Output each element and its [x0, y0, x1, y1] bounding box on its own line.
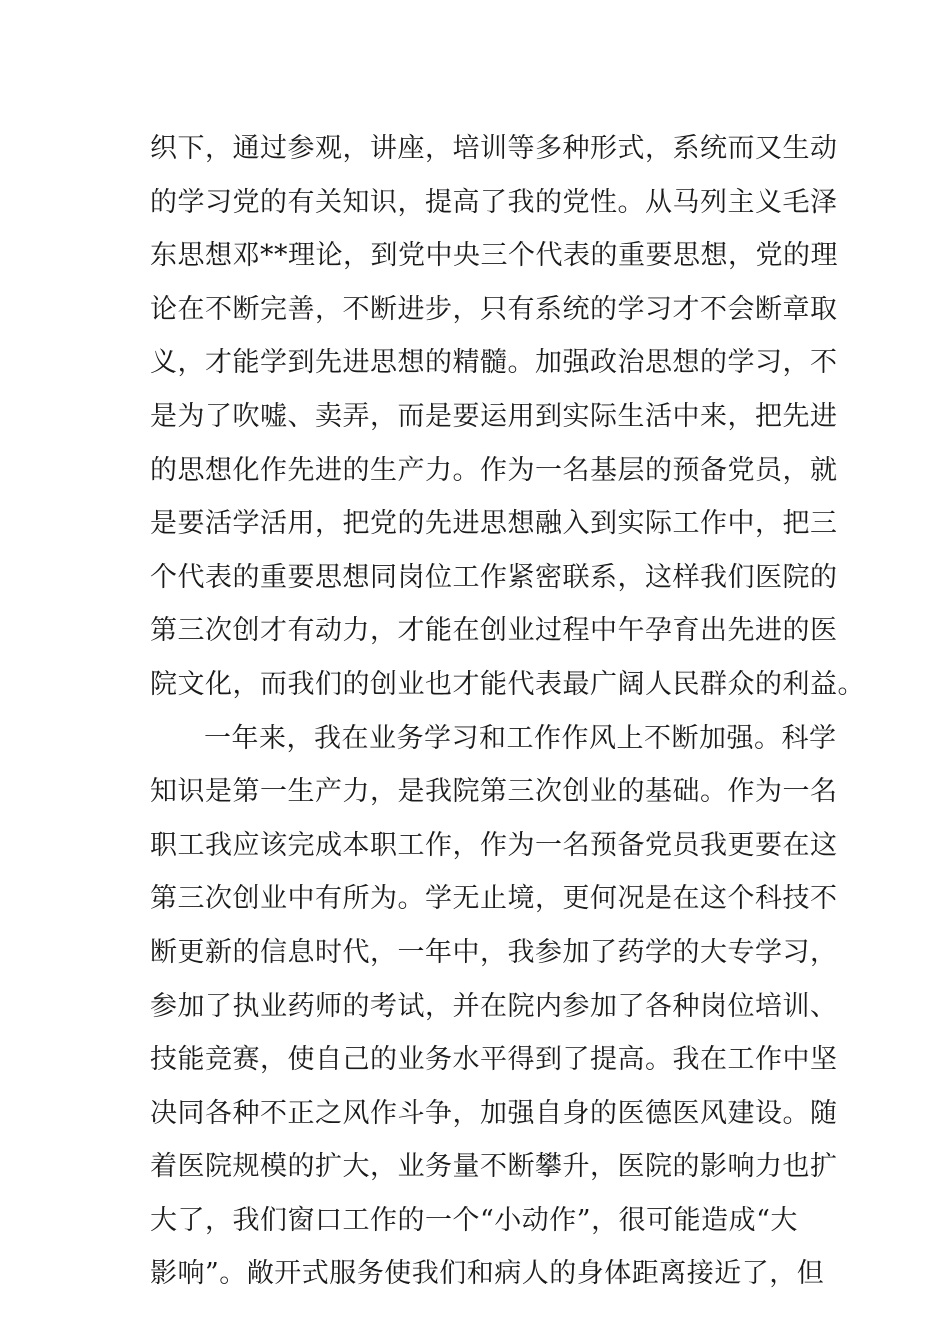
text-line: 影响”。敞开式服务使我们和病人的身体距离接近了，但	[150, 1258, 825, 1290]
text-line: 断更新的信息时代，一年中，我参加了药学的大专学习，	[150, 936, 838, 968]
text-line: 着医院规模的扩大，业务量不断攀升，医院的影响力也扩	[150, 1151, 838, 1183]
text-line: 个代表的重要思想同岗位工作紧密联系，这样我们医院的	[150, 561, 838, 593]
text-line: 织下，通过参观，讲座，培训等多种形式，系统而又生动	[150, 133, 838, 164]
paragraph-start-line: 一年来，我在业务学习和工作作风上不断加强。科学	[204, 722, 837, 754]
text-line: 第三次创才有动力，才能在创业过程中午孕育出先进的医	[150, 615, 838, 647]
text-line: 参加了执业药师的考试，并在院内参加了各种岗位培训、	[150, 990, 838, 1022]
text-line: 决同各种不正之风作斗争，加强自身的医德医风建设。随	[150, 1097, 838, 1129]
text-line: 职工我应该完成本职工作，作为一名预备党员我更要在这	[150, 829, 838, 861]
text-line: 院文化，而我们的创业也才能代表最广阔人民群众的利益。	[150, 668, 865, 700]
text-line: 技能竞赛，使自己的业务水平得到了提高。我在工作中坚	[150, 1044, 838, 1076]
text-line: 论在不断完善，不断进步，只有系统的学习才不会断章取	[150, 293, 838, 325]
text-line: 的思想化作先进的生产力。作为一名基层的预备党员，就	[150, 454, 838, 486]
text-line: 的学习党的有关知识，提高了我的党性。从马列主义毛泽	[150, 186, 838, 218]
body-text	[150, 122, 865, 1301]
text-line: 知识是第一生产力，是我院第三次创业的基础。作为一名	[150, 776, 838, 808]
text-line: 大了，我们窗口工作的一个“小动作”，很可能造成“大	[150, 1204, 798, 1236]
text-line: 东思想邓**理论，到党中央三个代表的重要思想，党的理	[150, 240, 838, 272]
text-line: 义，才能学到先进思想的精髓。加强政治思想的学习，不	[150, 347, 838, 379]
text-line: 是为了吹嘘、卖弄，而是要运用到实际生活中来，把先进	[150, 400, 838, 432]
text-line: 是要活学活用，把党的先进思想融入到实际工作中，把三	[150, 508, 838, 540]
text-line: 第三次创业中有所为。学无止境，更何况是在这个科技不	[150, 883, 838, 915]
